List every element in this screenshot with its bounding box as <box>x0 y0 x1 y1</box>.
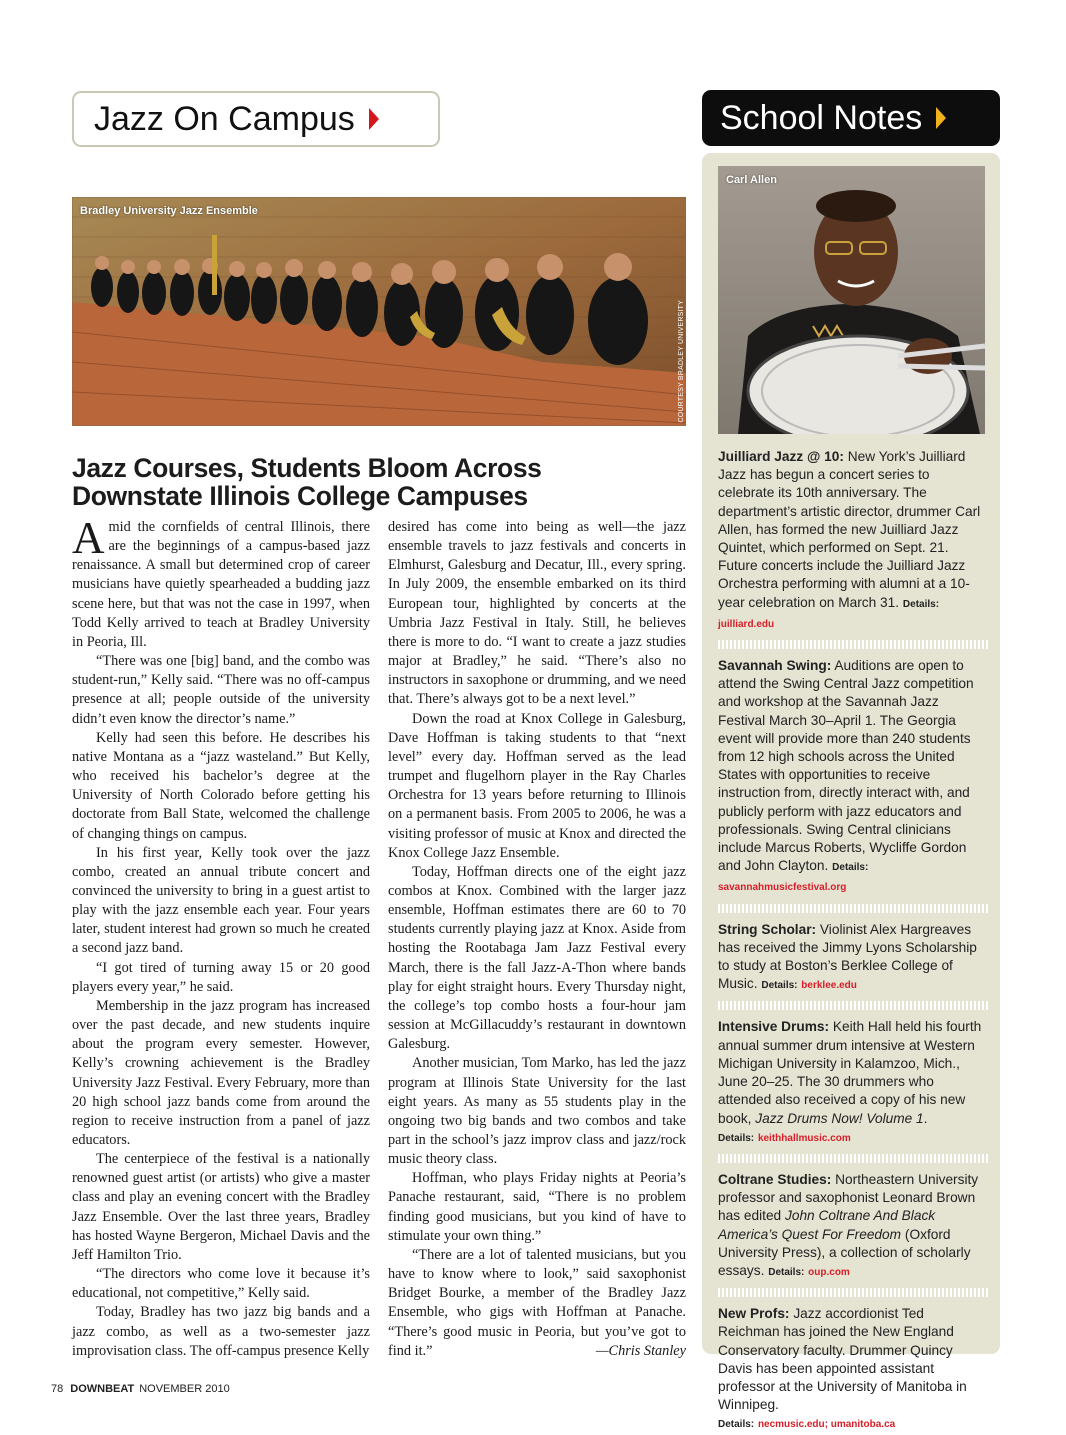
details-label: Details: <box>902 598 940 610</box>
note-item <box>718 657 988 898</box>
article-column-left <box>72 513 370 1361</box>
article-paragraph: Down the road at Knox College in Galesburg, Dave Hoffman is taking students to that “next level” every day. Hoffman served as the lead trumpet and flugelhorn player in the Ray Charles Orchestra for 13 years before returning to Illinois on a permanent basis. From 2005 to 2006, he was a visiting professor of music at Knox and directed the Knox College Jazz Ensemble. <box>388 710 686 861</box>
band-photo-caption: Bradley University Jazz Ensemble <box>80 205 258 217</box>
article-column-right <box>388 518 686 1361</box>
article-paragraph: Hoffman, who plays Friday nights at Peoria’s Panache restaurant, said, “There is no problem finding good musicians, but you kind of have to stimulate your own thing.” <box>388 1170 686 1244</box>
note-item <box>718 1305 988 1434</box>
band-photo-image <box>72 197 686 426</box>
note-text: Violinist Alex Hargreaves has received the Jimmy Lyons Scholarship to study at Boston’s Berklee College of Music. <box>718 921 977 992</box>
article-paragraph: desired has come into being as well—the jazz ensemble travels to jazz festivals and concerts in Elmhurst, Galesburg and Decatur, Ill., every spring. In July 2009, the ensemble embarked on its third European tour, highlighted by concerts at the Umbria Jazz Festival in Italy. Still, he believes there is more to do. “I want to create a jazz studies major at Bradley,” he said. “There’s also no instructors in saxophone or drumming, and we need that. There’s always got to be a next level.” <box>388 519 686 708</box>
jazz-on-campus-banner <box>72 91 440 147</box>
details-link[interactable]: berklee.edu <box>801 980 857 992</box>
details-label: Details: <box>761 980 798 992</box>
article-paragraph <box>72 513 370 652</box>
byline: —Chris Stanley <box>595 1342 686 1359</box>
note-text: . <box>923 1110 928 1126</box>
book-title: Jazz Drums Now! Volume 1 <box>755 1110 924 1126</box>
school-notes-list <box>718 448 988 1435</box>
details-label: Details: <box>832 862 869 874</box>
details-link[interactable]: oup.com <box>808 1266 850 1278</box>
note-text: Northeastern University professor and saxophonist Leonard Brown has edited <box>718 1171 979 1224</box>
drop-cap: A <box>72 513 105 563</box>
article-paragraph: Membership in the jazz program has increased over the past decade, and new students inquire about the program every semester. However, Kelly’s crowning achievement is the Bradley University Jazz Festival. Every February, more than 20 high school jazz bands come from around the region to receive instruction from a panel of jazz educators. <box>72 997 370 1148</box>
banner-title: Jazz On Campus <box>94 100 355 138</box>
school-notes-banner <box>702 90 1000 146</box>
carl-allen-photo <box>718 166 985 434</box>
triangle-right-icon <box>369 108 379 130</box>
details-link[interactable]: savannahmusicfestival.org <box>718 882 847 894</box>
dotted-divider <box>718 640 988 649</box>
details-link[interactable]: necmusic.edu; umanitoba.ca <box>757 1419 896 1431</box>
article-paragraph: “The directors who come love it because it’s educational, not competitive,” Kelly said. <box>72 1266 370 1302</box>
article-paragraph: The centerpiece of the festival is a nationally renowned guest artist (or artists) who give a master class and play an evening concert with the Bradley Jazz Ensemble. Over the last three years, Bradley has hosted Wayne Bergeron, Michael Davis and the Jeff Hamilton Trio. <box>72 1151 370 1263</box>
dotted-divider <box>718 1154 988 1163</box>
article-paragraph: “There was one [big] band, and the combo was student-run,” Kelly said. “There was no off-campus presence at all; people outside of the university didn’t even know the director’s name.” <box>72 653 370 727</box>
note-item <box>718 1171 988 1282</box>
carl-allen-caption: Carl Allen <box>726 174 777 186</box>
band-photo <box>72 197 686 426</box>
details-link[interactable]: juilliard.edu <box>718 618 775 630</box>
article-headline <box>72 454 686 510</box>
note-text: (Oxford University Press), a collection of scholarly essays. <box>718 1226 971 1278</box>
paragraph-text: “There are a lot of talented musicians, but you have to know where to look,” said saxophonist Bridget Bourke, a member of the Bradley Jazz Ensemble, who gigs with Hoffman at Panache. “There’s good music in Peoria, but you’ve got to find it.” <box>388 1246 686 1359</box>
page-number: 78 <box>51 1383 64 1395</box>
triangle-right-icon <box>936 107 946 129</box>
note-item <box>718 1018 988 1147</box>
details-label: Details: <box>768 1266 805 1278</box>
note-item <box>718 921 988 996</box>
dotted-divider <box>718 904 988 913</box>
headline-line-2: Downstate Illinois College Campuses <box>72 481 528 511</box>
details-label: Details: <box>718 1132 755 1144</box>
note-title: Juilliard Jazz @ 10: <box>718 449 844 464</box>
article-paragraph: Today, Hoffman directs one of the eight jazz combos at Knox. Combined with the larger jazz ensemble, Hoffman estimates there are 60 to 70 students currently playing jazz at Knox. Aside from hosting the Rootabaga Jam Jazz Festival every March, there is the fall Jazz-A-Thon where bands play for eight straight hours. Every Thursday night, the college’s top combo hosts a four-hour jam session at McGillacuddy’s restaurant in downtown Galesburg. <box>388 863 686 1053</box>
dotted-divider <box>718 1288 988 1297</box>
page-footer <box>51 1383 230 1395</box>
issue-date: NOVEMBER 2010 <box>139 1383 230 1395</box>
article-paragraph: Kelly had seen this before. He describes his native Montana as a “jazz wasteland.” But Kelly, who received his bachelor’s degree at the University of North Colorado before getting his doctorate from Ball State, welcomed the challenge of changing things on campus. <box>72 729 370 842</box>
publication-name: DOWNBEAT <box>70 1383 135 1395</box>
article-paragraph: Another musician, Tom Marko, has led the jazz program at Illinois State University for the last eight years. As many as 55 students play in the ongoing two big bands and two combos and take part in the school’s jazz improv class and jazz/rock music theory class. <box>388 1055 686 1168</box>
dotted-divider <box>718 1001 988 1010</box>
note-text: New York’s Juilliard Jazz has begun a concert series to celebrate its 10th anniversary. The department’s artistic director, drummer Carl Allen, has formed the new Juilliard Jazz Quintet, which performed on Sept. 21. Future concerts include the Juilliard Jazz Orchestra performing with alumni at a 10-year celebration on March 31. <box>718 449 981 610</box>
banner-title: School Notes <box>720 99 923 137</box>
note-text: Auditions are open to attend the Swing Central Jazz competition and workshop at the Savannah Jazz Festival March 30–April 1. The Georgia event will provide more than 240 students from 12 high schools across the United States with opportunities to receive instruction from, directly interact with, and publicly perform with jazz educators and professionals. Swing Central clinicians include Marcus Roberts, Wycliffe Gordon and John Clayton. <box>718 658 974 874</box>
carl-allen-image <box>718 166 985 434</box>
note-text: Jazz accordionist Ted Reichman has joined the New England Conservatory faculty. Drummer Quincy Davis has been appointed assistant professor at the University of Manitoba in Winnipeg. <box>718 1306 967 1413</box>
note-title: Savannah Swing: <box>718 658 832 674</box>
note-title: String Scholar: <box>718 921 817 937</box>
headline-line-1: Jazz Courses, Students Bloom Across <box>72 453 542 483</box>
note-text: Keith Hall held his fourth annual summer drum intensive at Western Michigan University in Kalamzoo, Mich., June 20–25. The 30 drummers who attended also received a copy of his new book, <box>718 1019 982 1126</box>
note-title: New Profs: <box>718 1306 790 1322</box>
paragraph-text: mid the cornfields of central Illinois, there are the beginnings of a campus-based jazz renaissance. A small but determined crop of career musicians have quietly spearheaded a budding jazz scene here, but that was not the case in 1997, when Todd Kelly arrived to teach at Bradley University in Peoria, Ill. <box>72 519 370 650</box>
book-title: John Coltrane And Black America’s Quest For Freedom <box>718 1208 936 1242</box>
article-paragraph <box>388 1246 686 1361</box>
note-item <box>718 448 988 634</box>
note-title: Coltrane Studies: <box>718 1171 832 1187</box>
details-link[interactable]: keithhallmusic.com <box>757 1132 851 1144</box>
note-title: Intensive Drums: <box>718 1019 830 1035</box>
article-paragraph: “I got tired of turning away 15 or 20 good players every year,” he said. <box>72 959 370 995</box>
details-label: Details: <box>718 1419 755 1431</box>
article-paragraph: Today, Bradley has two jazz big bands and a jazz combo, as well as a two-semester jazz improvisation class. The off-campus presence Kelly <box>72 1304 370 1359</box>
article-paragraph: In his first year, Kelly took over the jazz combo, created an annual tribute concert and convinced the university to bring in a guest artist to play with the jazz ensemble each year. Four years later, student interest had grown so much he created a second jazz band. <box>72 844 370 957</box>
photo-credit: COURTESY BRADLEY UNIVERSITY <box>678 299 685 422</box>
